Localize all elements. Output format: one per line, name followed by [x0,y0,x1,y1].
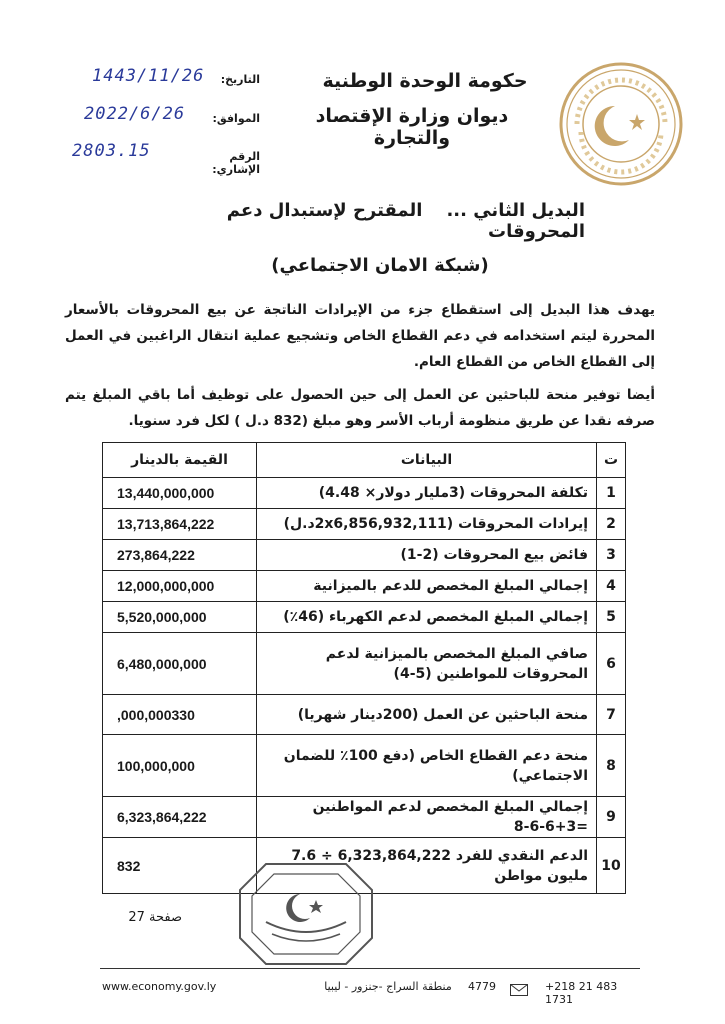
footer-website: www.economy.gov.ly [102,980,217,993]
page-number: صفحة 27 [128,910,182,925]
paragraph-objective [65,297,655,375]
table-row [103,797,626,838]
header-value: القيمة بالدينار [103,443,257,478]
row-description: تكلفة المحروقات (3مليار دولار× 4.48) [257,478,597,509]
row-description: فائض بيع المحروقات (2-1) [257,540,597,571]
alternative-heading-part2: المقترح لإستبدال دعم المحروقات [226,200,585,242]
table-row [103,478,626,509]
official-stamp [236,860,376,968]
row-description: الدعم النقدي للفرد 6,323,864,222 ÷ 7.6 مليون مواطن [257,838,597,894]
paragraph-objective-text: هذا البديل إلى استقطاع جزء من الإيرادات الناتجة عن بيع المحروقات بالأسعار المحررة ليتم استخدامه في دعم القطاع الخاص وتشجيع عملية انتقال الراغبين في العمل إلى القطاع الخاص من القطاع العام. [65,302,655,370]
row-index: 10 [597,838,626,894]
government-title: حكومة الوحدة الوطنية [322,70,528,92]
row-index: 8 [597,735,626,797]
table-row [103,633,626,695]
paragraph-grant-text: توفير منحة للباحثين عن العمل إلى حين الحصول على توظيف أما باقي المبلغ يتم صرفه نقدا عن طريق منظومة أرباب الأسر وهو مبلغ (832 د.ل ) لكل فرد سنويا. [65,387,655,429]
paragraph-grant-lead: أيضا [626,387,655,403]
alternative-heading-part1: البديل الثاني ... [446,200,585,221]
row-value: 13,713,864,222 [103,509,257,540]
safety-net-subtitle: (شبكة الامان الاجتماعي) [271,255,489,276]
mail-icon [510,981,530,994]
row-description: إجمالي المبلغ المخصص لدعم المواطنين =3+6-6-8 [257,797,597,838]
table-header-row [103,443,626,478]
table-row [103,602,626,633]
row-description: صافي المبلغ المخصص بالميزانية لدعم المحروقات للمواطنين (5-4) [257,633,597,695]
table-row [103,509,626,540]
corresponding-date-label: الموافق: [212,112,260,125]
row-index: 5 [597,602,626,633]
date-hijri-handwritten: 1443/11/26 [92,66,205,86]
row-description: إجمالي المبلغ المخصص لدعم الكهرباء (46٪) [257,602,597,633]
row-value: 12,000,000,000 [103,571,257,602]
row-index: 6 [597,633,626,695]
row-description: منحة دعم القطاع الخاص (دفع 100٪ للضمان الاجتماعي) [257,735,597,797]
footer-divider [100,968,640,969]
row-description: منحة الباحثين عن العمل (200دينار شهريا) [257,695,597,735]
date-gregorian-handwritten: 2022/6/26 [84,104,186,124]
table-row [103,695,626,735]
paragraph-grant [65,382,655,434]
date-label: التاريخ: [220,73,260,86]
header-description: البيانات [257,443,597,478]
header-index: ت [597,443,626,478]
table-row [103,735,626,797]
table-row [103,540,626,571]
footer-phone: +218 21 483 1731 [545,980,618,1006]
row-value: ,000,000330 [103,695,257,735]
row-index: 2 [597,509,626,540]
ministry-title: ديوان وزارة الإقتصاد والتجارة [315,105,509,149]
row-index: 9 [597,797,626,838]
row-value: 273,864,222 [103,540,257,571]
row-description: إجمالي المبلغ المخصص للدعم بالميزانية [257,571,597,602]
row-value: 13,440,000,000 [103,478,257,509]
table-row [103,571,626,602]
footer-address: منطقة السراج -جنزور - ليبيا [324,980,452,993]
footer-po-box: 4779 [468,980,496,993]
row-value: 5,520,000,000 [103,602,257,633]
reference-label: الرقم الإشاري: [212,150,260,176]
row-value: 6,323,864,222 [103,797,257,838]
row-index: 7 [597,695,626,735]
ministry-seal [557,60,685,188]
reference-number-handwritten: 2803.15 [72,141,151,161]
row-description: إيرادات المحروقات (2x6,856,932,111د.ل) [257,509,597,540]
row-index: 1 [597,478,626,509]
paragraph-objective-lead: يهدف [617,302,655,318]
row-value: 832 [103,838,257,894]
row-value: 100,000,000 [103,735,257,797]
row-value: 6,480,000,000 [103,633,257,695]
subsidy-table [102,442,626,894]
row-index: 3 [597,540,626,571]
alternative-heading [165,200,585,242]
row-index: 4 [597,571,626,602]
